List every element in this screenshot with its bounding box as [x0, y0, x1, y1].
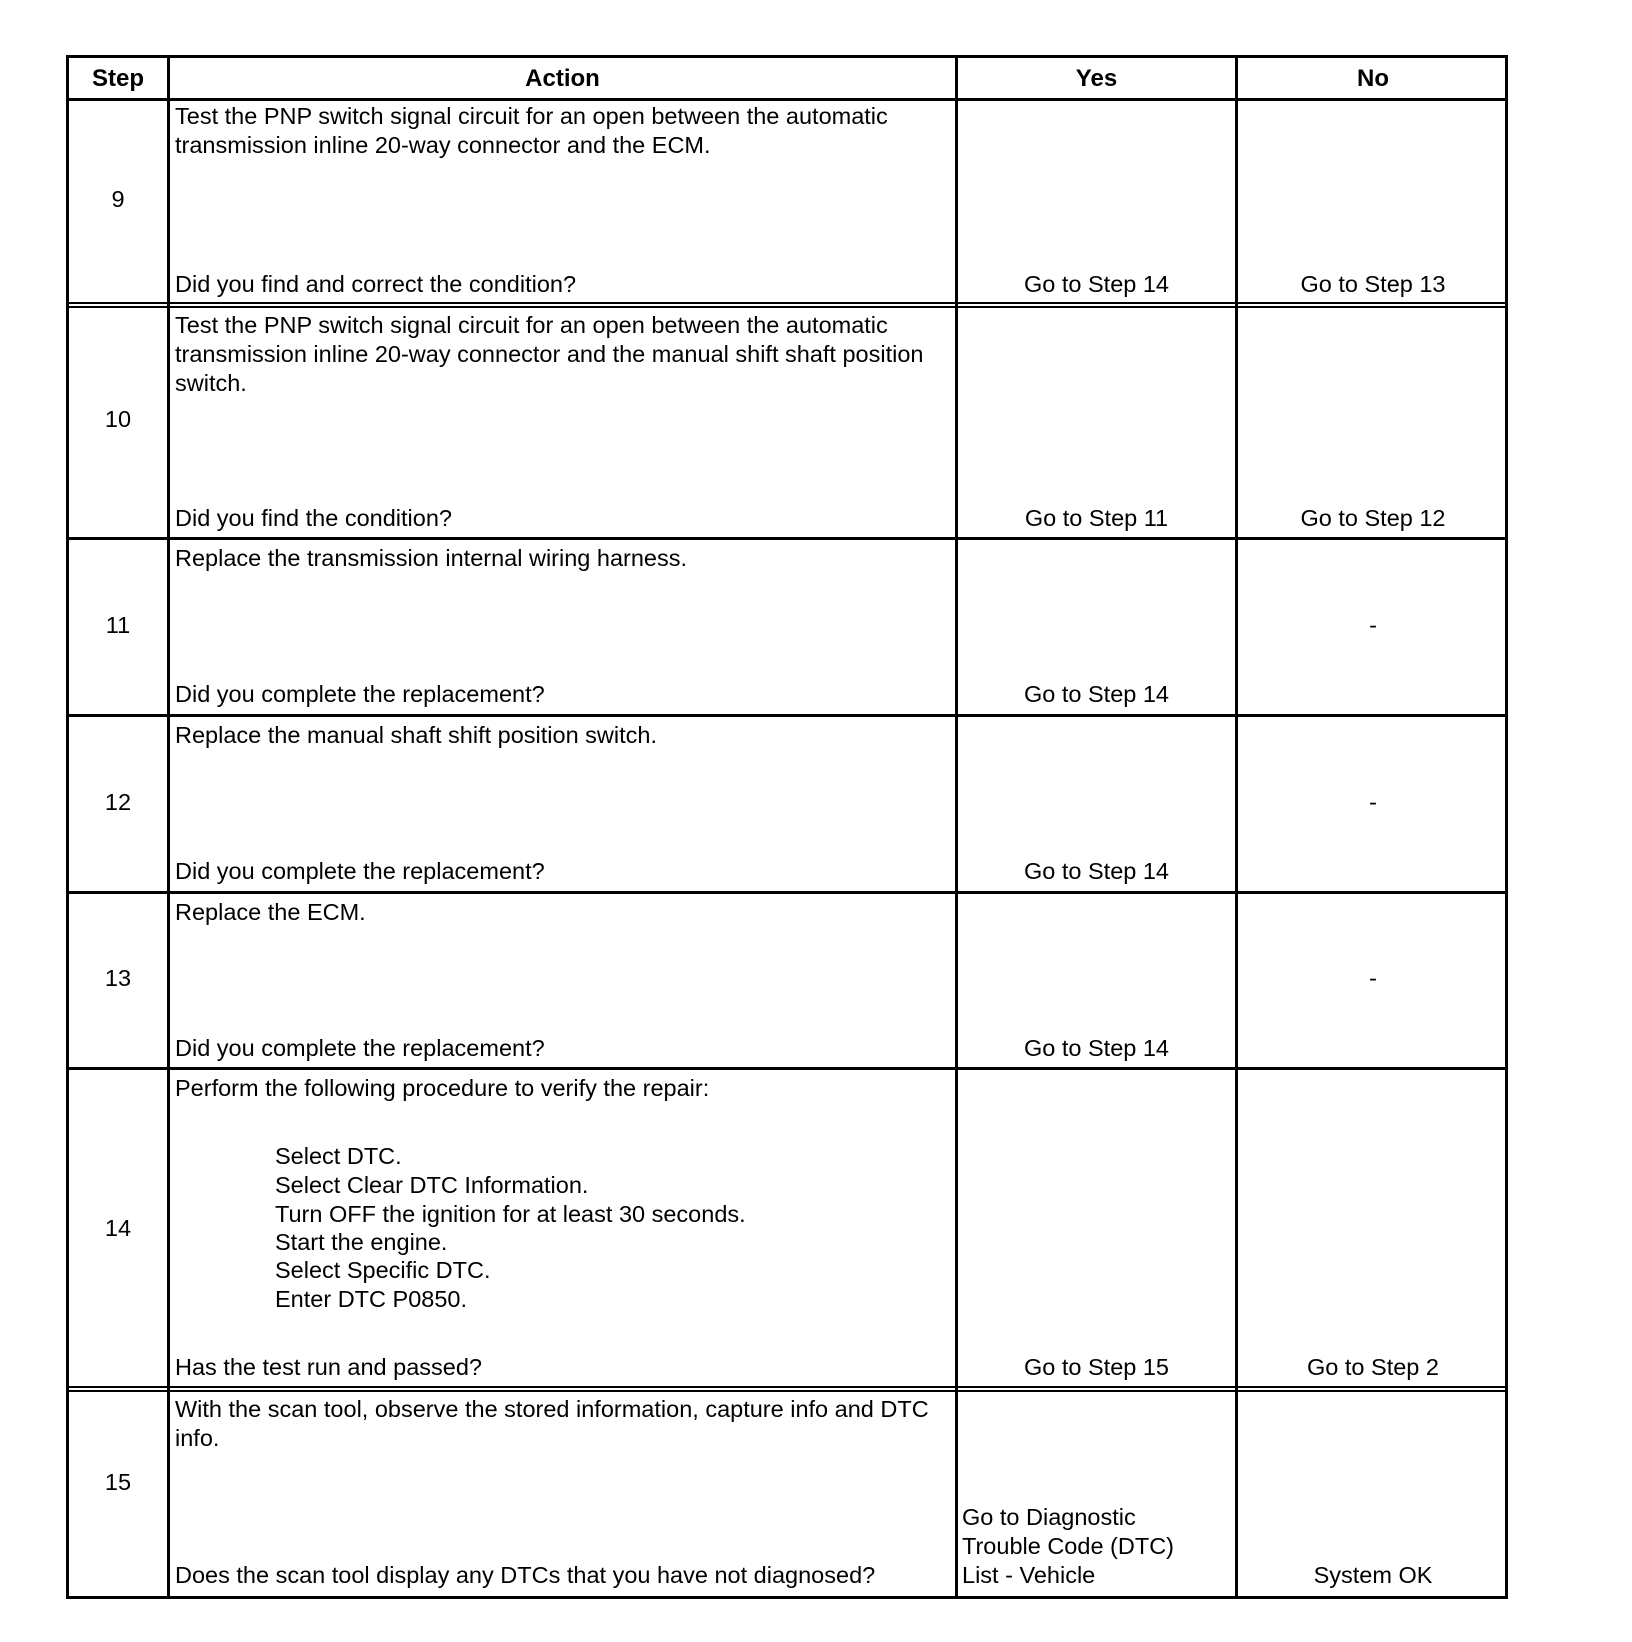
row-divider: [69, 891, 1505, 894]
row-divider: [69, 1386, 1505, 1392]
no-result: -: [1369, 965, 1377, 991]
action-text: Perform the following procedure to verify the repair:: [175, 1075, 710, 1101]
action-text: Test the PNP switch signal circuit for an open between the automatic transmission inline 20-way connector and the manual shift shaft position switch.: [175, 312, 924, 396]
yes-result: Go to Step 15: [1023, 1354, 1170, 1380]
diagnostic-table: [66, 55, 1508, 1599]
row-divider: [69, 98, 1505, 101]
no-result: Go to Step 13: [1300, 271, 1446, 297]
action-text: Replace the transmission internal wiring harness.: [175, 545, 688, 571]
yes-result: Go to Step 14: [1023, 858, 1170, 884]
yes-result: Go to Step 11: [1024, 505, 1169, 531]
no-result: Go to Step 2: [1307, 1354, 1439, 1380]
action-text: With the scan tool, observe the stored information, capture info and DTC info.: [175, 1396, 929, 1451]
step-number: 10: [104, 406, 132, 432]
step-number: 11: [105, 612, 131, 638]
no-result: System OK: [1313, 1562, 1433, 1588]
action-question: Did you complete the replacement?: [175, 1035, 545, 1061]
header-no: No: [1357, 65, 1389, 92]
procedure-substep: Start the engine.: [275, 1229, 448, 1255]
procedure-substep: Turn OFF the ignition for at least 30 seconds.: [275, 1201, 746, 1227]
yes-result: Go to Step 14: [1023, 1035, 1170, 1061]
procedure-substep: Select DTC.: [275, 1143, 402, 1169]
no-result: Go to Step 12: [1300, 505, 1446, 531]
yes-result: Go to Step 14: [1023, 271, 1170, 297]
procedure-substep: Select Specific DTC.: [275, 1257, 491, 1283]
column-divider: [167, 58, 170, 1596]
action-question: Did you find and correct the condition?: [175, 271, 577, 297]
action-question: Did you find the condition?: [175, 505, 452, 531]
action-text: Replace the manual shaft shift position switch.: [175, 722, 658, 748]
header-yes: Yes: [1075, 65, 1118, 92]
row-divider: [69, 537, 1505, 540]
no-result: -: [1369, 789, 1377, 815]
action-question: Does the scan tool display any DTCs that you have not diagnosed?: [175, 1562, 876, 1588]
step-number: 9: [111, 186, 125, 212]
step-number: 13: [104, 965, 132, 991]
header-step: Step: [91, 65, 144, 92]
action-text: Test the PNP switch signal circuit for an open between the automatic transmission inline 20-way connector and the ECM.: [175, 103, 888, 158]
yes-result: Go to Step 14: [1023, 681, 1170, 707]
step-number: 12: [104, 789, 132, 815]
row-divider: [69, 302, 1505, 308]
row-divider: [69, 714, 1505, 717]
action-text: Replace the ECM.: [175, 899, 366, 925]
action-question: Did you complete the replacement?: [175, 681, 545, 707]
header-action: Action: [525, 65, 600, 92]
procedure-substep: Select Clear DTC Information.: [275, 1172, 589, 1198]
yes-result: Go to Diagnostic Trouble Code (DTC) List - Vehicle: [962, 1504, 1174, 1588]
row-divider: [69, 1067, 1505, 1070]
step-number: 15: [104, 1469, 132, 1495]
no-result: -: [1369, 612, 1377, 638]
step-number: 14: [104, 1215, 132, 1241]
action-question: Did you complete the replacement?: [175, 858, 545, 884]
procedure-substep: Enter DTC P0850.: [275, 1286, 468, 1312]
action-question: Has the test run and passed?: [175, 1354, 483, 1380]
